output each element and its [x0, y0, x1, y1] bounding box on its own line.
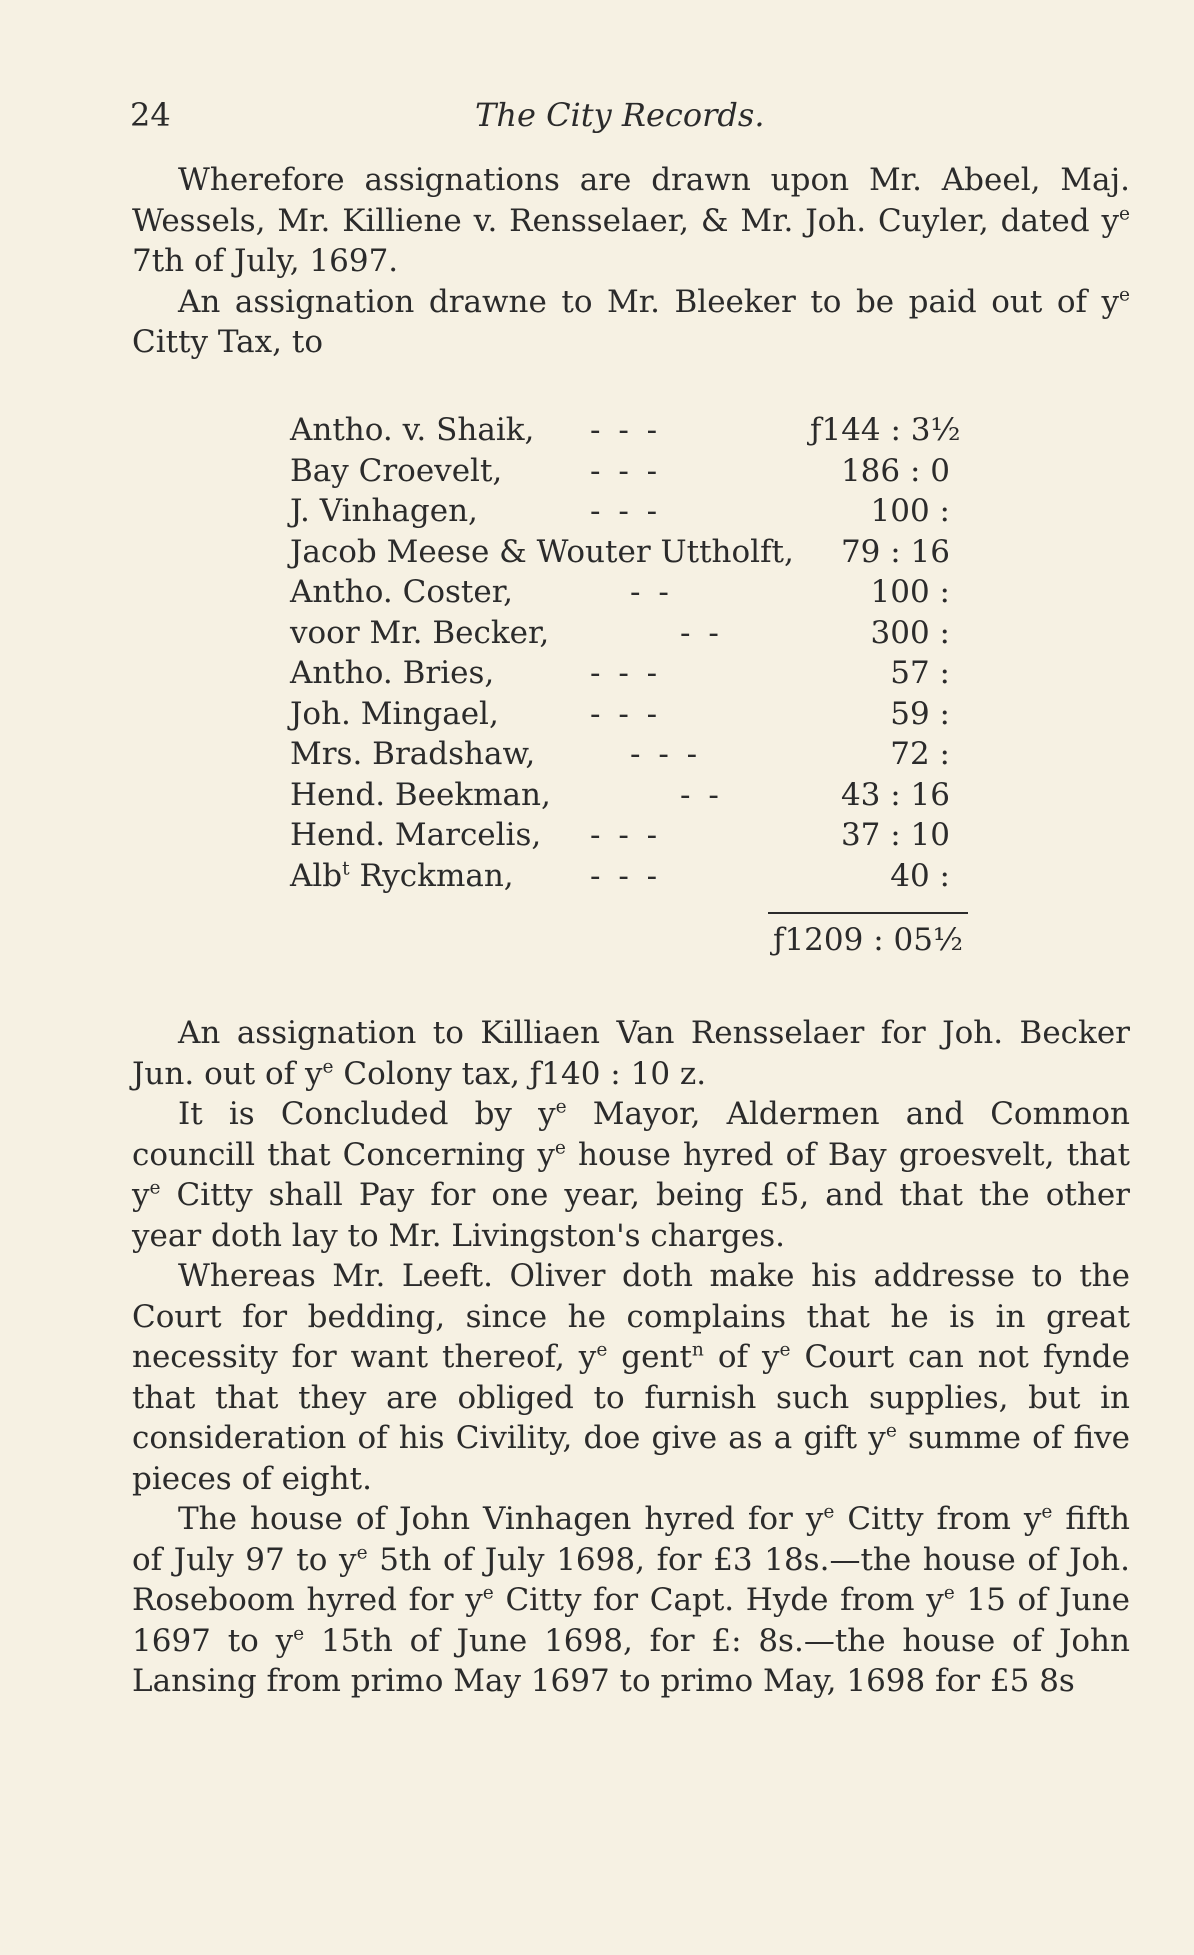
ledger-leader-dots: - - -: [590, 695, 662, 732]
ledger-leader-dots: - - -: [590, 817, 662, 853]
ledger-payee: Joh. Mingael,: [290, 695, 499, 732]
ledger-amount: 43 : 16: [840, 776, 950, 813]
ledger-row: [290, 815, 990, 856]
ledger-leader-dots: - -: [680, 614, 723, 651]
ledger-leader-dots: - -: [630, 574, 673, 610]
ledger-leader-dots: - - -: [590, 452, 662, 489]
page-header: [130, 96, 1130, 142]
ledger-payee: Antho. Bries,: [290, 655, 495, 691]
ledger-amount: 79 : 16: [840, 533, 950, 570]
ledger-payee: voor Mr. Becker,: [290, 614, 550, 651]
total-rule: [768, 912, 968, 914]
ledger-row: [290, 451, 990, 492]
ledger-row: [290, 653, 990, 694]
ledger-amount: 186 : 0: [840, 452, 950, 489]
ledger-payee: Alb$^t$ Ryckman,: [290, 857, 514, 894]
paragraph-house-hyred: It is Concluded by $y^e$ Mayor, Aldermen and Common councill that Concerning $y^e$ house hyred of Bay groesvelt, that $y^e$ Citty shall Pay for one year, being £5, and that the other year doth lay to Mr. Livingston's charges.: [132, 1096, 1130, 1254]
ledger-payee: Bay Croevelt,: [290, 452, 503, 489]
ledger-leader-dots: - - -: [590, 412, 662, 448]
ledger-leader-dots: - - -: [590, 493, 662, 529]
ledger-payee: Mrs. Bradshaw,: [290, 736, 536, 772]
page-number: 24: [130, 96, 171, 134]
ledger-row: [290, 856, 990, 897]
ledger-amount: 100 :: [870, 574, 950, 610]
intro-paragraph-1: Wherefore assignations are drawn upon Mr. Abeel, Maj. Wessels, Mr. Killiene v. Rensselaer, & Mr. Joh. Cuyler, dated $y^e$ 7th of July, 1697.: [132, 162, 1130, 279]
ledger-amount: 300 :: [870, 614, 950, 651]
ledger-payee: J. Vinhagen,: [290, 493, 478, 529]
ledger-row: [290, 410, 990, 451]
ledger-amount: 100 :: [870, 493, 950, 529]
assignation-ledger: [290, 410, 990, 896]
ledger-amount: 40 :: [890, 857, 950, 894]
ledger-amount: 59 :: [890, 695, 950, 732]
ledger-amount: 37 : 10: [840, 817, 950, 853]
ledger-amount: 57 :: [890, 655, 950, 691]
ledger-payee: Antho. v. Shaik,: [290, 412, 535, 448]
paragraph-oliver-bedding: Whereas Mr. Leeft. Oliver doth make his addresse to the Court for bedding, since he complains that he is in great necessity for want thereof, $y^e$ gent$^n$ of $y^e$ Court can not fynde that that they are obliged to furnish such supplies, but in consideration of his Civility, doe give as a gift $y^e$ summe of five pieces of eight.: [132, 1258, 1131, 1497]
ledger-row: [290, 694, 990, 735]
ledger-payee: Antho. Coster,: [290, 574, 513, 610]
ledger-row: [290, 572, 990, 613]
ledger-leader-dots: - - -: [630, 736, 702, 772]
running-title: The City Records.: [475, 96, 765, 134]
ledger-row: [290, 532, 990, 573]
ledger-payee: Hend. Beekman,: [290, 776, 551, 813]
ledger-leader-dots: - - -: [590, 655, 662, 691]
body-block: [132, 1013, 1130, 1702]
paragraph-houses-hyred: The house of John Vinhagen hyred for $y^e$ Citty from $y^e$ fifth of July 97 to $y^e$ 5th of July 1698, for £3 18s.—the house of Joh. Roseboom hyred for $y^e$ Citty for Capt. Hyde from $y^e$ 15 of June 1697 to $y^e$ 15th of June 1698, for £: 8s.—the house of John Lansing from primo May 1697 to primo May, 1698 for £5 8s: [132, 1501, 1130, 1699]
ledger-payee: Jacob Meese & Wouter Uttholft,: [290, 533, 794, 570]
ledger-amount: 72 :: [890, 736, 950, 772]
intro-block: [132, 160, 1130, 363]
intro-paragraph-2: An assignation drawne to Mr. Bleeker to be paid out of $y^e$ Citty Tax, to: [132, 283, 1130, 360]
ledger-amount: ƒ144 : 3½: [810, 412, 961, 448]
ledger-row: [290, 491, 990, 532]
ledger-payee: Hend. Marcelis,: [290, 817, 542, 853]
paragraph-colony-tax: An assignation to Killiaen Van Rensselaer for Joh. Becker Jun. out of $y^e$ Colony tax, ƒ140 : 10 z.: [132, 1015, 1130, 1092]
ledger-row: [290, 613, 990, 654]
ledger-total: ƒ1209 : 05½: [772, 922, 963, 958]
ledger-leader-dots: - - -: [590, 857, 662, 894]
ledger-leader-dots: - -: [680, 776, 723, 813]
ledger-row: [290, 775, 990, 816]
ledger-row: [290, 734, 990, 775]
